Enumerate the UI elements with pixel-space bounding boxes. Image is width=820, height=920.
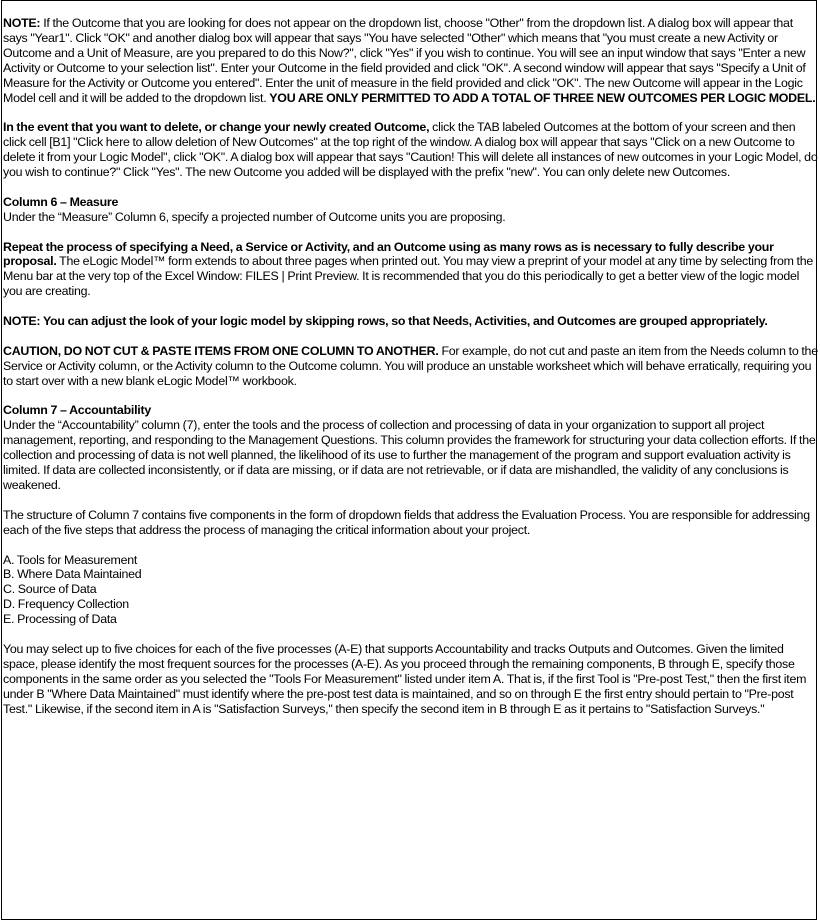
column7-text: Under the “Accountability” column (7), enter the tools and the process of collection and processing of data in your organization to support all project management, reporting, and responding to the Management Questions. This column provides the framework for structuring your data collection efforts. If the collection and processing of data is not well planned, the likelihood of its use to further the management of the program and support evaluation activity is limited. If data are collected inconsistently, or if data are missing, or if data are not retrievable, or if data are mishandled, the validity of any conclusions is weakened. — [3, 418, 816, 492]
caution-paragraph — [3, 344, 818, 389]
note-text: If the Outcome that you are looking for does not appear on the dropdown list, choose "Other" from the dropdown list. A dialog box will appear that says "Year1". Click "OK" and another dialog box will appear that says "You have selected "Other" which means that "you must create a new Activity or Outcome and a Unit of Measure, are you prepared to do this Now?", click "Yes" if you wish to continue. You will see an input window that says "Enter a new Activity or Outcome to your selection list". Enter your Outcome in the field provided and click "OK". A second window will appear that says "Specify a Unit of Measure for the Activity or Outcome you entered". Enter the unit of measure in the field provided and click "OK". The new Outcome will appear in the Logic Model cell and it will be added to the dropdown list. — [3, 16, 806, 105]
note-label: NOTE: — [3, 16, 41, 30]
note-new-outcome — [3, 16, 818, 105]
list-item: C. Source of Data — [3, 582, 97, 597]
list-item: B. Where Data Maintained — [3, 567, 142, 582]
caution-lead: CAUTION, DO NOT CUT & PASTE ITEMS FROM ONE COLUMN TO ANOTHER. — [3, 343, 439, 358]
column7-heading: Column 7 – Accountability — [3, 403, 151, 418]
column6-section — [3, 195, 818, 225]
list-item: A. Tools for Measurement — [3, 552, 138, 567]
adjust-note — [3, 314, 818, 329]
column6-heading: Column 6 – Measure — [3, 194, 119, 209]
note-warning: YOU ARE ONLY PERMITTED TO ADD A TOTAL OF THREE NEW OUTCOMES PER LOGIC MODEL. — [269, 90, 816, 105]
components-list — [3, 553, 818, 628]
column7-section — [3, 403, 818, 492]
structure-paragraph: The structure of Column 7 contains five components in the form of dropdown fields that address the Evaluation Process. You are responsible for addressing each of the five steps that address the process of managing the critical information about your project. — [3, 507, 810, 537]
list-item: D. Frequency Collection — [3, 597, 129, 612]
caution-text: For example, do not cut and paste an item from the Needs column to the Service or Activity column, or the Activity column to the Outcome column. You will produce an unstable worksheet which will behave erratically, requiring you to start over with a new blank eLogic Model™ workbook. — [3, 343, 818, 388]
document-body — [3, 16, 818, 731]
column6-text: Under the “Measure” Column 6, specify a projected number of Outcome units you are proposing. — [3, 209, 506, 224]
repeat-text: The eLogic Model™ form extends to about three pages when printed out. You may view a preprint of your model at any time by selecting from the Menu bar at the very top of the Excel Window: FILES | Print Preview. It is recommended that you do this periodically to get a better view of the logic model you are creating. — [3, 254, 814, 299]
adjust-note-text: NOTE: You can adjust the look of your logic model by skipping rows, so that Needs, Activities, and Outcomes are grouped appropriately. — [3, 314, 768, 329]
delete-text: click the TAB labeled Outcomes at the bottom of your screen and then click cell [B1] "Click here to allow deletion of New Outcomes" at the top right of the window. A dialog box will appear that says "Click on a new Outcome to delete it from your Logic Model", click "OK". A dialog box will appear that says "Caution! This will delete all instances of new outcomes in your Logic Model, do you wish to continue?" Click "Yes". The new Outcome you added will be displayed with the prefix "new". You can only delete new Outcomes. — [3, 120, 818, 180]
delete-outcome-paragraph — [3, 120, 818, 180]
delete-lead: In the event that you want to delete, or change your newly created Outcome, — [3, 120, 430, 135]
list-item: E. Processing of Data — [3, 612, 117, 627]
repeat-lead: Repeat the process of specifying a Need, a Service or Activity, and an Outcome using as many rows as is necessary to fully describe your proposal. — [3, 239, 774, 269]
selection-paragraph: You may select up to five choices for each of the five processes (A-E) that supports Accountability and tracks Outputs and Outcomes. Given the limited space, please identify the most frequent sources for the processes (A-E). As you proceed through the remaining components, B through E, specify those components in the same order as you selected the "Tools For Measurement" listed under item A. That is, if the first Tool is "Pre-post Test," then the first item under B "Where Data Maintained" must identify where the pre-post test data is maintained, and so on through E the first entry should pertain to "Pre-post Test." Likewise, if the second item in A is "Satisfaction Surveys," then specify the second item in B through E as it pertains to "Satisfaction Surveys." — [3, 641, 807, 716]
repeat-paragraph — [3, 240, 818, 300]
